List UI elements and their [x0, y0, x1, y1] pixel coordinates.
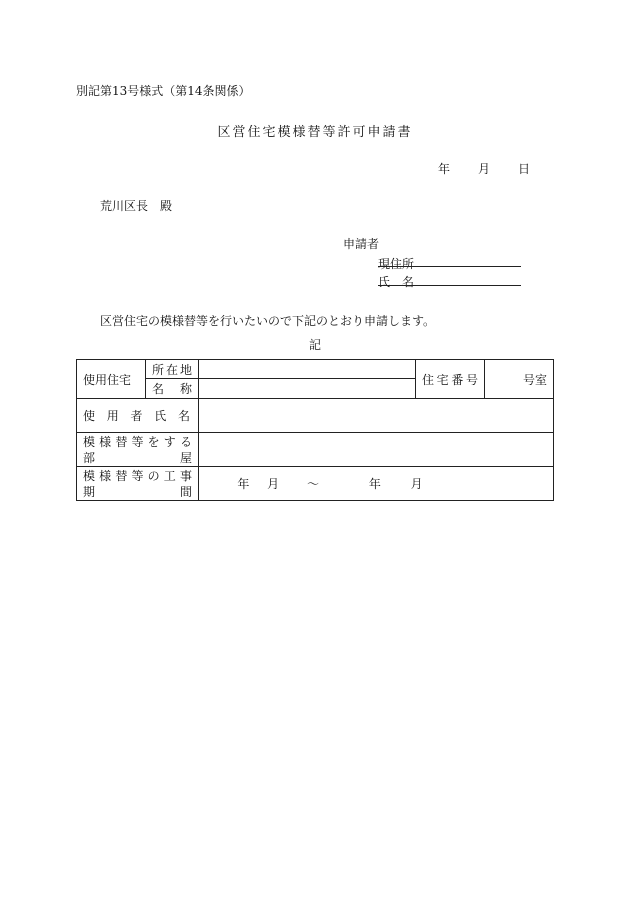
housing-number-char: 住 — [422, 372, 435, 387]
location-label — [152, 361, 192, 378]
user-name-char: 使 — [83, 409, 96, 423]
period-label-char: 事 — [179, 468, 192, 483]
period-label-char: 期 — [83, 484, 96, 499]
room-label-line2 — [83, 450, 192, 466]
form-style-label: 別記第13号様式（第14条関係） — [76, 84, 251, 98]
address-field-line[interactable] — [378, 266, 521, 267]
addressee: 荒川区長 殿 — [100, 199, 173, 213]
user-name-char: 氏 — [154, 409, 167, 423]
application-table — [76, 359, 554, 501]
housing-name-input-cell[interactable] — [199, 379, 416, 399]
room-label-char: 等 — [131, 434, 144, 449]
date-day-unit: 日 — [518, 162, 531, 176]
period-year-end: 年 — [368, 477, 381, 491]
location-input-cell[interactable] — [199, 360, 416, 379]
housing-number-char: 号 — [465, 372, 478, 387]
period-label-char: 替 — [115, 468, 128, 483]
room-label-char: 様 — [99, 434, 112, 449]
period-label-char: 模 — [83, 468, 96, 483]
user-name-input-cell[interactable] — [199, 399, 554, 433]
address-label: 現住所 — [378, 257, 415, 271]
housing-name-char: 称 — [179, 382, 192, 396]
room-label-cell — [77, 433, 199, 467]
housing-number-char: 番 — [451, 372, 464, 387]
date-year-unit: 年 — [438, 162, 451, 176]
room-label-char: 替 — [115, 434, 128, 449]
location-label-cell — [146, 360, 199, 379]
name-field-line[interactable] — [378, 285, 521, 286]
housing-number-label — [422, 371, 478, 388]
room-label-char: 屋 — [179, 450, 192, 465]
period-month-end: 月 — [410, 477, 423, 491]
housing-label-cell — [77, 360, 146, 399]
applicant-label: 申請者 — [343, 237, 380, 251]
period-input-cell[interactable]: 年 月 〜 年 月 — [199, 467, 554, 501]
room-label-line1 — [83, 434, 192, 450]
room-label-char: る — [179, 434, 192, 449]
document-title: 区営住宅模様替等許可申請書 — [217, 125, 413, 140]
date-month-unit: 月 — [478, 162, 491, 176]
room-label-char: 部 — [83, 450, 96, 465]
housing-number-label-cell — [416, 360, 485, 399]
user-name-label-cell — [77, 399, 199, 433]
housing-number-char: 宅 — [436, 372, 449, 387]
location-char: 地 — [179, 362, 192, 377]
period-label-line1 — [83, 468, 192, 484]
period-month-start: 月 — [267, 477, 280, 491]
room-input-cell[interactable] — [199, 433, 554, 467]
user-name-char: 者 — [130, 409, 143, 423]
user-name-label — [83, 407, 192, 424]
location-char: 所 — [152, 362, 165, 377]
location-char: 在 — [165, 362, 178, 377]
period-label-char: の — [147, 468, 160, 483]
room-label-char: す — [163, 434, 176, 449]
date-line — [438, 160, 530, 177]
period-label-char: 工 — [163, 468, 176, 483]
period-label-line2 — [83, 484, 192, 500]
request-text: 区営住宅の模様替等を行いたいので下記のとおり申請します。 — [100, 314, 436, 328]
user-name-char: 用 — [106, 409, 119, 423]
room-label-char: を — [147, 434, 160, 449]
period-tilde: 〜 — [306, 477, 319, 491]
period-label-char: 間 — [179, 484, 192, 499]
housing-name-label — [152, 380, 192, 397]
room-unit: 号室 — [522, 372, 547, 387]
period-label-char: 様 — [99, 468, 112, 483]
name-label-cell — [146, 379, 199, 399]
room-number-cell[interactable] — [485, 360, 554, 399]
ki-heading: 記 — [308, 338, 321, 352]
period-label-char: 等 — [131, 468, 144, 483]
housing-label: 使用住宅 — [83, 372, 132, 387]
name-label: 氏 名 — [378, 275, 415, 289]
room-label-char: 模 — [83, 434, 96, 449]
period-label-cell — [77, 467, 199, 501]
user-name-char: 名 — [177, 409, 190, 423]
housing-name-char: 名 — [152, 382, 165, 396]
